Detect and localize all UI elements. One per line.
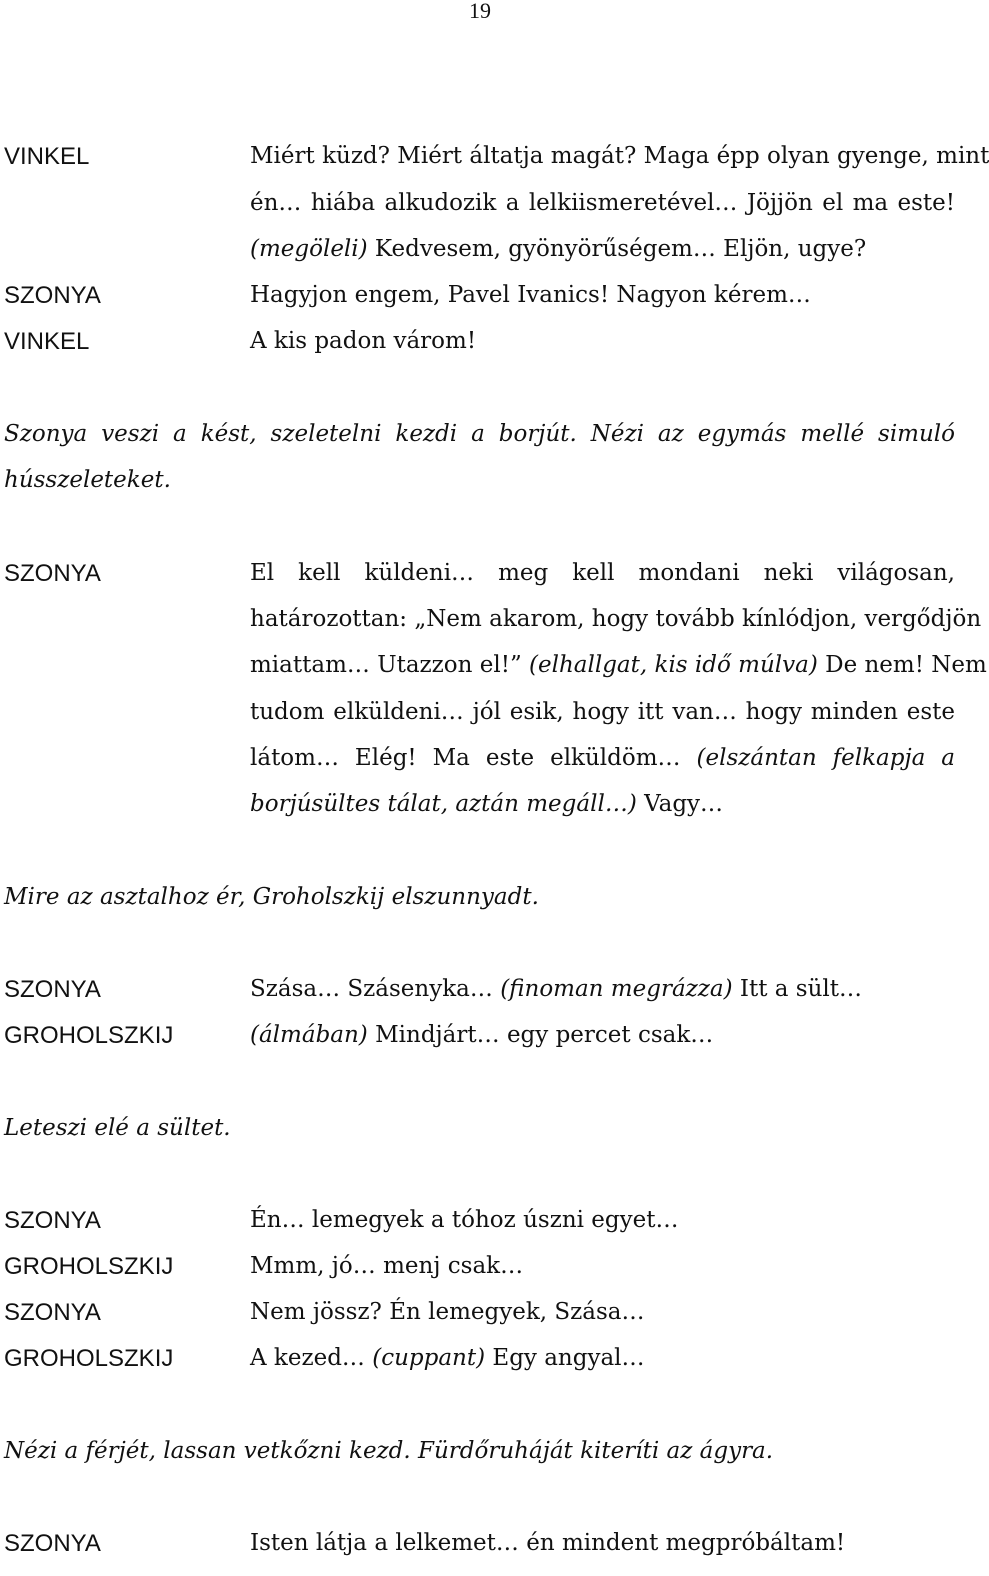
dialogue-line [0,282,960,328]
stage-direction-inline: (megöleli) [250,236,368,262]
stage-direction-text: Leteszi elé a sültet. [4,1115,231,1141]
dialogue-text: Én… lemegyek a tóhoz úszni egyet… [250,1207,679,1233]
dialogue-text [250,236,955,262]
speaker-name: GROHOLSZKIJ [4,1022,174,1049]
dialogue-text-part: Egy angyal… [485,1345,645,1371]
dialogue-line [0,1530,960,1576]
dialogue-line [0,143,989,189]
dialogue-line [0,745,960,791]
stage-direction [0,1438,960,1484]
dialogue-text-part: Mindjárt… egy percet csak… [367,1022,714,1048]
dialogue-text-part: Kedvesem, gyönyörűségem… Eljön, ugye? [367,236,867,262]
stage-direction-inline: (álmában) [250,1022,368,1048]
speaker-name: SZONYA [4,976,101,1003]
dialogue-text-part: De nem! Nem [817,652,987,678]
speaker-name: SZONYA [4,560,101,587]
speaker-name: VINKEL [4,328,90,355]
stage-direction [0,1115,960,1161]
dialogue-text: Nem jössz? Én lemegyek, Szása… [250,1299,645,1325]
dialogue-line [0,652,987,698]
dialogue-text: A kis padon várom! [250,328,477,354]
speaker-name: VINKEL [4,143,90,170]
stage-direction-text: Nézi a férjét, lassan vetkőzni kezd. Fürdőruháját kiteríti az ágyra. [4,1438,774,1464]
dialogue-text: El kell küldeni… meg kell mondani neki világosan, [250,560,955,586]
dialogue-text [250,791,955,817]
dialogue-text [250,652,987,678]
dialogue-line [0,791,960,837]
dialogue-text: Miért küzd? Miért áltatja magát? Maga épp olyan gyenge, mint [250,143,989,169]
speaker-name: GROHOLSZKIJ [4,1253,174,1280]
dialogue-line [0,236,960,282]
stage-direction [0,421,960,467]
dialogue-text-part: Vagy… [636,791,724,817]
stage-direction-text: Mire az asztalhoz ér, Groholszkij elszunnyadt. [4,884,539,910]
dialogue-text: én… hiába alkudozik a lelkiismeretével… Jöjjön el ma este! [250,190,955,216]
dialogue-text-part: Szása… Szásenyka… [250,976,501,1002]
stage-direction-inline: (finoman megrázza) [500,976,733,1002]
dialogue-text [250,1345,955,1371]
dialogue-line [0,976,960,1022]
dialogue-text-part: A kezed… [250,1345,373,1371]
dialogue-line [0,560,960,606]
dialogue-line [0,328,960,374]
stage-direction [0,467,960,513]
dialogue-text [250,976,955,1002]
stage-direction-inline: (elhallgat, kis idő múlva) [529,652,818,678]
stage-direction-inline: borjúsültes tálat, aztán megáll…) [250,791,637,817]
stage-direction-inline: (cuppant) [372,1345,486,1371]
dialogue-text-part: miattam… Utazzon el!” [250,652,530,678]
dialogue-text: tudom elküldeni… jól esik, hogy itt van… hogy minden este [250,699,955,725]
stage-direction-text: hússzeleteket. [4,467,171,493]
dialogue-text: Hagyjon engem, Pavel Ivanics! Nagyon kérem… [250,282,811,308]
dialogue-line [0,1299,960,1345]
dialogue-text: határozottan: „Nem akarom, hogy tovább kínlódjon, vergődjön [250,606,982,632]
dialogue-text: Isten látja a lelkemet… én mindent megpróbáltam! [250,1530,846,1556]
speaker-name: SZONYA [4,1299,101,1326]
dialogue-line [0,1345,960,1391]
dialogue-line [0,1207,960,1253]
stage-direction [0,884,960,930]
stage-direction-inline: (elszántan felkapja a [696,745,955,771]
page-number: 19 [469,0,491,23]
speaker-name: SZONYA [4,1207,101,1234]
dialogue-line [0,1022,960,1068]
dialogue-text-part: Itt a sült… [732,976,863,1002]
dialogue-text: Mmm, jó… menj csak… [250,1253,524,1279]
dialogue-line [0,699,960,745]
speaker-name: SZONYA [4,1530,101,1557]
dialogue-text-part: látom… Elég! Ma este elküldöm… [250,745,697,771]
speaker-name: SZONYA [4,282,101,309]
dialogue-text [250,1022,955,1048]
speaker-name: GROHOLSZKIJ [4,1345,174,1372]
dialogue-line [0,606,982,652]
stage-direction-text: Szonya veszi a kést, szeletelni kezdi a borjút. Nézi az egymás mellé simuló [4,421,955,447]
dialogue-line [0,1253,960,1299]
dialogue-text [250,745,955,771]
dialogue-line [0,190,960,236]
